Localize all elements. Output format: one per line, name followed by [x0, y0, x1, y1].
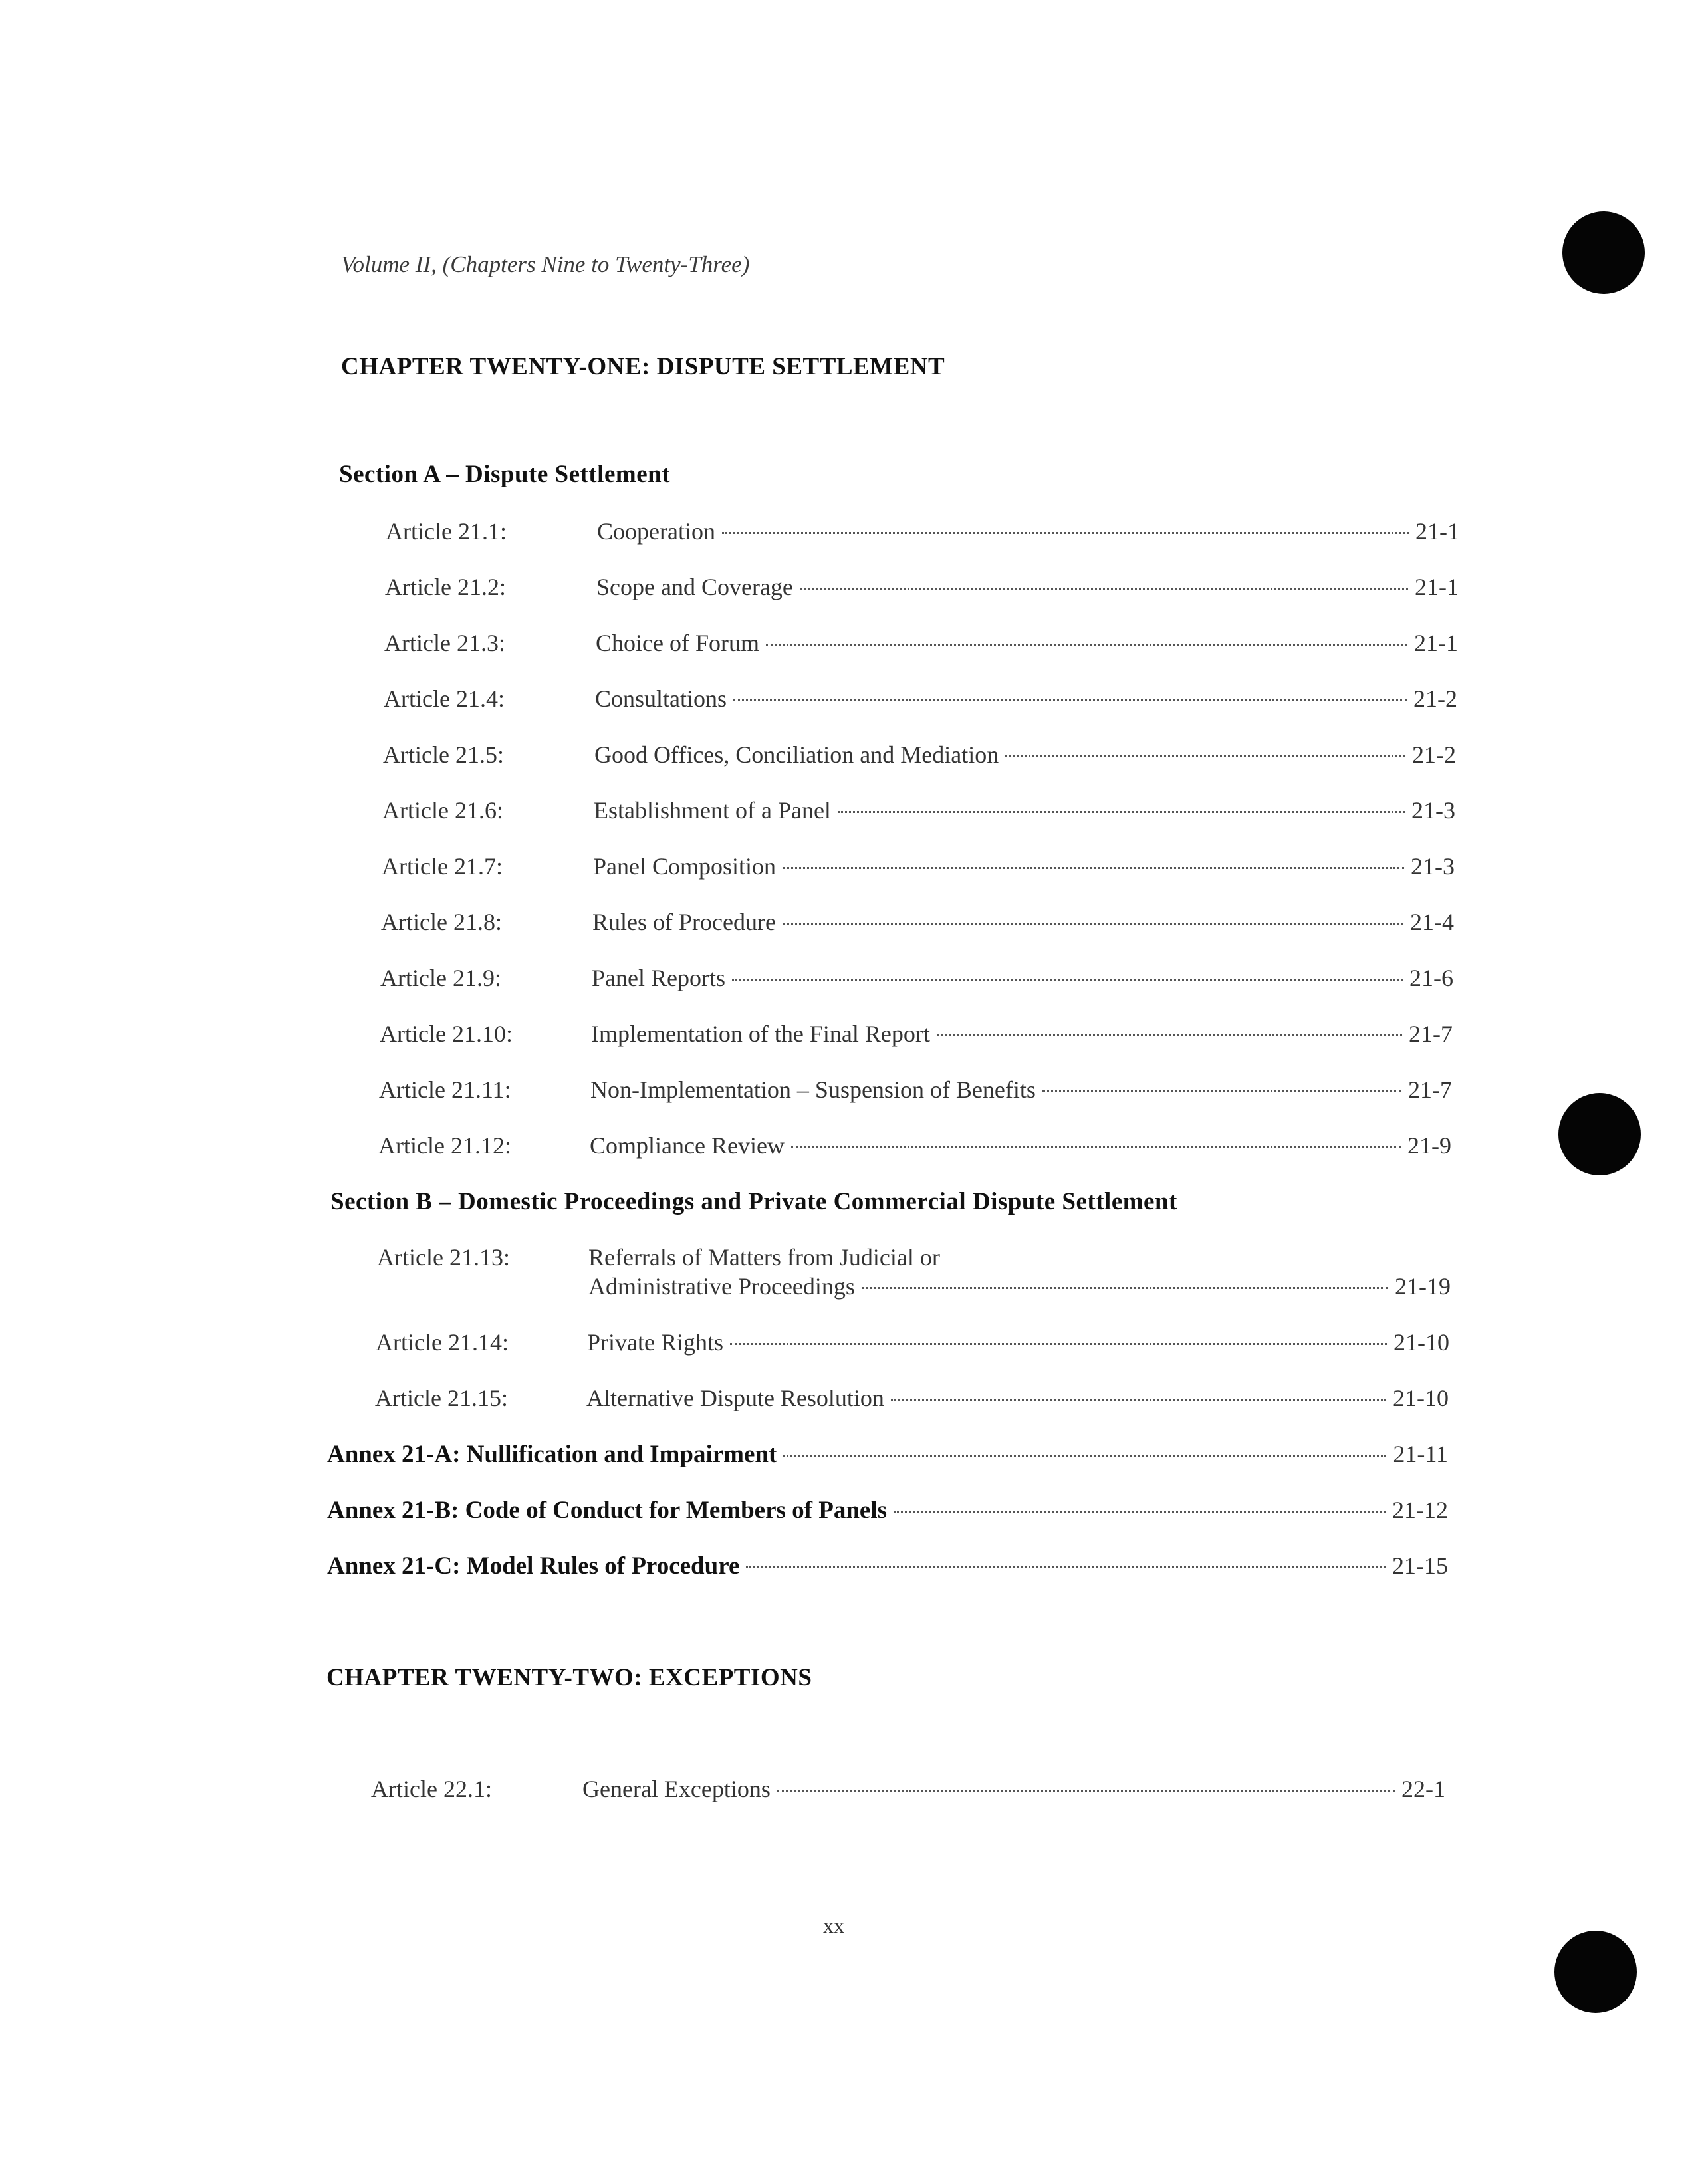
toc-row [383, 741, 1456, 773]
dot-leader [732, 979, 1403, 981]
dot-leader [838, 811, 1405, 813]
section-a-title: Section A – Dispute Settlement [339, 461, 671, 488]
page-ref: 21-3 [1411, 853, 1455, 880]
toc-row [384, 629, 1458, 661]
dot-leader [766, 644, 1407, 646]
annex-title: Annex 21-B: Code of Conduct for Members of Panels [327, 1497, 888, 1524]
toc-row [382, 796, 1455, 828]
page-ref: 21-2 [1413, 685, 1457, 712]
dot-leader [722, 532, 1409, 534]
article-title: Consultations [595, 685, 727, 712]
page-ref: 21-1 [1415, 574, 1459, 600]
toc-row [379, 1076, 1452, 1108]
toc-row [384, 685, 1457, 717]
article-title: Implementation of the Final Report [591, 1021, 930, 1047]
dot-leader [937, 1034, 1402, 1036]
toc-row [385, 573, 1459, 605]
article-number: Article 21.7: [382, 853, 503, 880]
page-ref: 21-15 [1392, 1552, 1448, 1579]
dot-leader [1042, 1090, 1401, 1092]
article-title: Choice of Forum [596, 630, 759, 656]
page-ref: 21-3 [1411, 797, 1455, 824]
dot-leader [891, 1399, 1386, 1401]
article-number: Article 21.5: [383, 741, 504, 768]
dot-leader [862, 1287, 1388, 1289]
page-ref: 21-7 [1409, 1021, 1453, 1047]
page-ref: 21-19 [1395, 1273, 1451, 1300]
page-ref: 21-12 [1392, 1497, 1448, 1523]
toc-row [377, 1243, 1451, 1307]
toc-row [380, 1020, 1453, 1052]
article-title: Rules of Procedure [592, 909, 776, 935]
article-number: Article 22.1: [371, 1776, 492, 1802]
article-number: Article 21.2: [385, 574, 506, 600]
toc-row [382, 852, 1455, 884]
annex-row [327, 1440, 1448, 1469]
page-ref: 21-2 [1412, 741, 1456, 768]
chapter-21-title: CHAPTER TWENTY-ONE: DISPUTE SETTLEMENT [341, 353, 945, 380]
article-number: Article 21.10: [380, 1021, 513, 1047]
article-number: Article 21.11: [379, 1076, 511, 1103]
page-ref: 21-9 [1407, 1132, 1451, 1159]
dot-leader [800, 588, 1408, 590]
article-number: Article 21.1: [386, 518, 507, 545]
toc-row [371, 1775, 1445, 1807]
dot-leader [783, 1455, 1386, 1457]
punch-hole-middle [1558, 1093, 1641, 1175]
annex-row [327, 1496, 1448, 1524]
toc-row [375, 1384, 1449, 1416]
toc-row [381, 908, 1454, 940]
dot-leader [1005, 755, 1405, 757]
volume-header: Volume II, (Chapters Nine to Twenty-Three) [341, 251, 750, 277]
punch-hole-top [1562, 211, 1645, 294]
article-number: Article 21.12: [378, 1132, 511, 1159]
article-number: Article 21.3: [384, 630, 505, 656]
annex-row [327, 1552, 1448, 1580]
chapter-22-title: CHAPTER TWENTY-TWO: EXCEPTIONS [326, 1664, 812, 1691]
page-number: xx [823, 1913, 844, 1937]
dot-leader [730, 1343, 1387, 1345]
dot-leader [783, 923, 1403, 925]
punch-hole-bottom [1554, 1931, 1637, 2013]
toc-row [378, 1132, 1451, 1163]
article-number: Article 21.15: [375, 1385, 508, 1411]
page-ref: 21-6 [1409, 965, 1453, 991]
article-title: Compliance Review [590, 1132, 785, 1159]
article-number: Article 21.14: [376, 1329, 509, 1356]
article-title: General Exceptions [582, 1776, 771, 1802]
dot-leader [733, 699, 1407, 701]
toc-row [386, 517, 1459, 549]
toc-row [380, 964, 1453, 996]
article-number: Article 21.8: [381, 909, 502, 935]
article-title: Establishment of a Panel [594, 797, 831, 824]
page-ref: 22-1 [1401, 1776, 1445, 1802]
section-b-title: Section B – Domestic Proceedings and Private Commercial Dispute Settlement [330, 1188, 1177, 1215]
page-ref: 21-4 [1410, 909, 1454, 935]
page-ref: 21-10 [1393, 1329, 1449, 1356]
article-title: Cooperation [597, 518, 715, 545]
page-ref: 21-7 [1408, 1076, 1452, 1103]
article-title: Non-Implementation – Suspension of Benefits [590, 1076, 1036, 1103]
page-ref: 21-10 [1393, 1385, 1449, 1411]
dot-leader [894, 1511, 1386, 1513]
article-title: Panel Composition [593, 853, 777, 880]
article-title: Good Offices, Conciliation and Mediation [594, 741, 999, 768]
dot-leader [783, 867, 1404, 869]
article-title: Administrative Proceedings [588, 1273, 855, 1300]
article-title-line1: Referrals of Matters from Judicial or [588, 1244, 940, 1271]
annex-title: Annex 21-A: Nullification and Impairment [327, 1441, 777, 1468]
page-ref: 21-11 [1393, 1441, 1448, 1467]
page-ref: 21-1 [1415, 518, 1459, 545]
article-title: Alternative Dispute Resolution [586, 1385, 884, 1411]
toc-row [376, 1328, 1449, 1360]
dot-leader [746, 1566, 1386, 1568]
article-title: Private Rights [587, 1329, 723, 1356]
article-number: Article 21.13: [377, 1244, 510, 1271]
article-title: Panel Reports [592, 965, 725, 991]
article-number: Article 21.9: [380, 965, 501, 991]
annex-title: Annex 21-C: Model Rules of Procedure [327, 1552, 740, 1580]
dot-leader [777, 1790, 1395, 1792]
article-title: Scope and Coverage [596, 574, 793, 600]
dot-leader [791, 1146, 1401, 1148]
article-number: Article 21.4: [384, 685, 505, 712]
article-number: Article 21.6: [382, 797, 503, 824]
page-ref: 21-1 [1414, 630, 1458, 656]
